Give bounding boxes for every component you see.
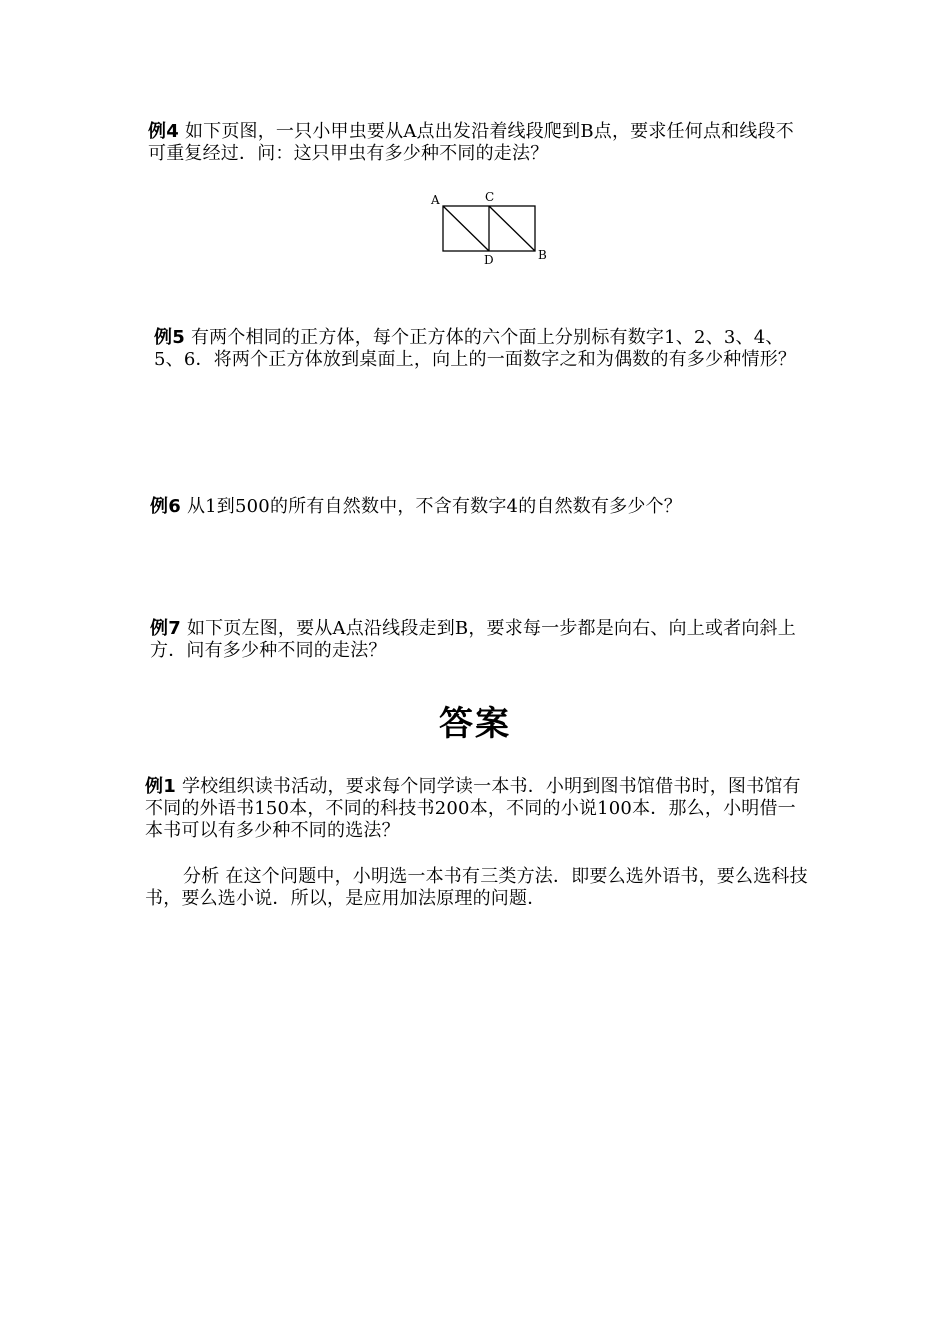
analysis-text: 在这个问题中，小明选一本书有三类方法．即要么选外语书，要么选科技书，要么选小说．所以，是应用加法原理的问题． bbox=[145, 866, 808, 909]
example-6 bbox=[0, 496, 950, 518]
example-5 bbox=[0, 327, 950, 371]
example-5-paragraph bbox=[154, 327, 804, 371]
example-7-paragraph bbox=[150, 618, 810, 662]
example-4-text: 如下页图，一只小甲虫要从A点出发沿着线段爬到B点，要求任何点和线段不可重复经过．问：这只甲虫有多少种不同的走法？ bbox=[148, 121, 794, 164]
example-6-label: 例6 bbox=[150, 496, 181, 517]
example-5-label: 例5 bbox=[154, 327, 185, 348]
figure-label-d: D bbox=[484, 253, 494, 267]
answers-title: 答案 bbox=[439, 704, 511, 744]
answer-example-1 bbox=[0, 776, 950, 842]
example-5-text: 有两个相同的正方体，每个正方体的六个面上分别标有数字1、2、3、4、5、6．将两个正方体放到桌面上，向上的一面数字之和为偶数的有多少种情形？ bbox=[154, 327, 797, 370]
analysis-label: 分析 bbox=[183, 866, 220, 887]
figure-diagonal-cb bbox=[489, 206, 535, 251]
analysis-paragraph bbox=[145, 866, 810, 910]
figure-label-b: B bbox=[538, 248, 547, 262]
analysis bbox=[0, 866, 950, 910]
answer-example-1-label: 例1 bbox=[145, 776, 176, 797]
example-4 bbox=[0, 121, 950, 165]
example-4-paragraph bbox=[148, 121, 808, 165]
answer-example-1-text: 学校组织读书活动，要求每个同学读一本书．小明到图书馆借书时，图书馆有不同的外语书150本，不同的科技书200本，不同的小说100本．那么，小明借一本书可以有多少种不同的选法？ bbox=[145, 776, 801, 841]
example-4-figure bbox=[425, 186, 555, 270]
example-7-label: 例7 bbox=[150, 618, 181, 639]
example-4-label: 例4 bbox=[148, 121, 179, 142]
example-6-text: 从1到500的所有自然数中，不含有数字4的自然数有多少个？ bbox=[186, 496, 682, 517]
example-6-paragraph bbox=[150, 496, 810, 518]
example-7 bbox=[0, 618, 950, 662]
figure-label-c: C bbox=[485, 190, 495, 204]
example-7-text: 如下页左图，要从A点沿线段走到B，要求每一步都是向右、向上或者向斜上方．问有多少种不同的走法？ bbox=[150, 618, 796, 661]
figure-diagonal-ad bbox=[443, 206, 489, 251]
answer-example-1-paragraph bbox=[145, 776, 810, 842]
figure-label-a: A bbox=[431, 193, 440, 207]
